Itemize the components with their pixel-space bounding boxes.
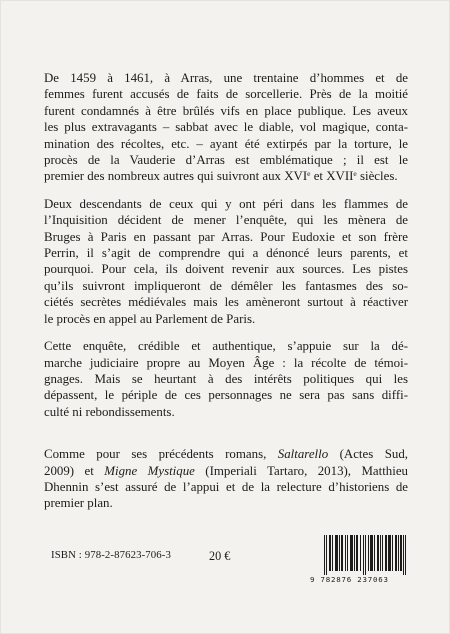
- barcode-bars: [324, 535, 406, 575]
- paragraph-1: [44, 70, 408, 185]
- text-fragment: premier des nombreux autres qui suivront aux XVI: [44, 169, 308, 184]
- superscript-e: e: [307, 169, 311, 179]
- text-line: Bruges à Paris en passant par Arras. Pour Eudoxie et son frère: [44, 229, 408, 244]
- text-line: [44, 446, 408, 462]
- text-line: Deux descendants de ceux qui y ont péri dans les flammes de: [44, 196, 408, 211]
- price-label: 20 €: [209, 549, 231, 563]
- text-fragment: siècles.: [356, 169, 398, 184]
- back-cover-text: [44, 70, 408, 526]
- text-line: ciétés secrètes médiévales mais les amèneront surtout à réactiver: [44, 295, 408, 310]
- text-line: femmes furent accusés de faits de sorcellerie. Près de la moitié: [44, 87, 408, 102]
- superscript-e: e: [353, 169, 357, 179]
- text-line: pourquoi. Pour cela, ils doivent revenir aux sources. Les pistes: [44, 262, 408, 277]
- barcode-digits: 9 782876 237063: [310, 575, 389, 584]
- isbn-number: ISBN : 978-2-87623-706-3: [51, 549, 171, 561]
- text-line: mination des récoltes, etc. – ayant été extirpés par la torture, le: [44, 136, 408, 151]
- text-line: De 1459 à 1461, à Arras, une trentaine d’hommes et de: [44, 71, 408, 85]
- text-line: dépassent, le périple de ces personnages ne sera pas sans diffi-: [44, 388, 408, 403]
- text-fragment: (Imperiali Tartaro, 2013), Matthieu: [194, 463, 408, 478]
- text-line-centuries: [44, 168, 408, 184]
- text-line: furent condamnés à être brûlés vifs en place publique. Les aveux: [44, 103, 408, 118]
- text-line: qu’ils suivront impliqueront de démêler les fantasmes des so-: [44, 278, 408, 293]
- text-fragment: Comme pour ses précédents romans,: [44, 447, 278, 462]
- text-line: Dhennin s’est assuré de l’appui et de la relecture d’historiens de: [44, 479, 408, 494]
- text-line: Perrin, il s’agit de comprendre qui a dénoncé leurs parents, et: [44, 246, 408, 261]
- paragraph-2: [44, 196, 408, 327]
- paragraph-4: [44, 446, 408, 512]
- paragraph-3: [44, 338, 408, 420]
- barcode-image: [324, 535, 406, 575]
- book-title: Migne Mystique: [104, 463, 195, 478]
- text-fragment: 2009) et: [44, 463, 105, 478]
- text-line: Cette enquête, crédible et authentique, s’appuie sur la dé-: [44, 339, 408, 354]
- text-line: les plus extravagants – sabbat avec le diable, vol magique, conta-: [44, 120, 408, 135]
- text-line: [44, 463, 408, 479]
- text-line: procès de la Vauderie d’Arras est emblématique ; il est le: [44, 153, 408, 168]
- text-line: l’Inquisition décident de mener l’enquête, qui les mènera de: [44, 213, 408, 228]
- text-line: culté ni rebondissements.: [44, 404, 175, 419]
- text-line: gnages. Mais se heurtant à des intérêts politiques qui les: [44, 371, 408, 386]
- book-title: Saltarello: [277, 447, 329, 462]
- text-fragment: et XVII: [310, 169, 354, 184]
- text-line: le procès en appel au Parlement de Paris.: [44, 311, 256, 326]
- text-line: marche judiciaire propre au Moyen Âge : la récolte de témoi-: [44, 355, 408, 370]
- text-line: premier plan.: [44, 496, 113, 511]
- text-fragment: (Actes Sud,: [328, 447, 408, 462]
